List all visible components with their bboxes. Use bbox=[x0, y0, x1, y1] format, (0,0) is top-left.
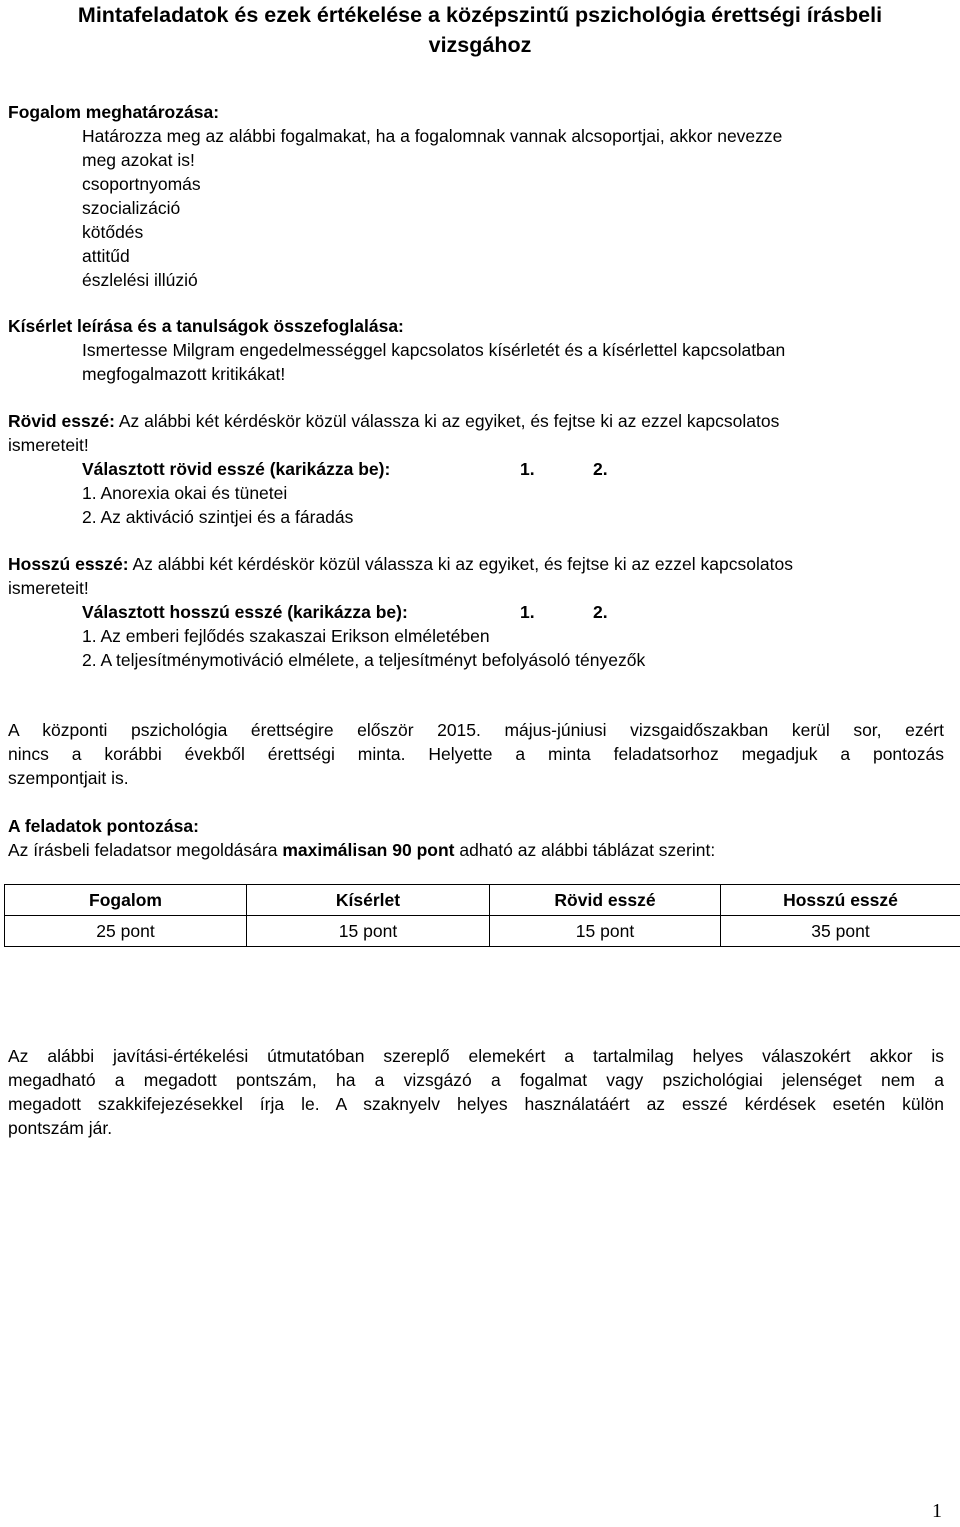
hosszu-essze-topic-2: 2. A teljesítménymotiváció elmélete, a teljesítményt befolyásoló tényezők bbox=[82, 650, 646, 670]
score-table-header-row bbox=[5, 885, 960, 916]
rovid-essze-choice bbox=[82, 457, 682, 481]
rovid-essze-choice-2[interactable]: 2. bbox=[593, 459, 608, 479]
hosszu-essze-text-line-2: ismereteit! bbox=[8, 578, 89, 598]
kiserlet-text-line-1: Ismertesse Milgram engedelmességgel kapcsolatos kísérletét és a kísérlettel kapcsolatban bbox=[82, 340, 786, 360]
rovid-essze-text: Az alábbi két kérdéskör közül válassza ki az egyiket, és fejtse ki az ezzel kapcsolatos bbox=[114, 411, 780, 431]
javitasi-line-2: megadható a megadott pontszám, ha a vizsgázó a fogalmat vagy pszichológiai jelenséget nem a bbox=[8, 1070, 944, 1090]
pontozas-text-a: Az írásbeli feladatsor megoldására bbox=[8, 840, 283, 860]
hosszu-essze-choice-label: Választott hosszú esszé (karikázza be): bbox=[82, 602, 408, 622]
score-table-header: Hosszú esszé bbox=[721, 885, 960, 916]
fogalom-term: kötődés bbox=[82, 222, 144, 242]
rovid-essze-label: Rövid esszé: bbox=[8, 411, 115, 431]
score-table-row bbox=[5, 916, 960, 947]
kiserlet-heading: Kísérlet leírása és a tanulságok összefoglalása: bbox=[8, 316, 404, 336]
kozponti-line-2: nincs a korábbi évekből érettségi minta. Helyette a minta feladatsorhoz megadjuk a pontozás bbox=[8, 744, 944, 764]
score-table bbox=[4, 884, 960, 947]
score-table-cell: 15 pont bbox=[490, 916, 721, 947]
fogalom-term: észlelési illúzió bbox=[82, 270, 198, 290]
fogalom-term: attitűd bbox=[82, 246, 130, 266]
fogalom-term: szocializáció bbox=[82, 198, 181, 218]
rovid-essze-text-line-2: ismereteit! bbox=[8, 435, 89, 455]
score-table-header: Fogalom bbox=[5, 885, 247, 916]
javitasi-line-1: Az alábbi javítási-értékelési útmutatóban szereplő elemekért a tartalmilag helyes válaszokért akkor is bbox=[8, 1046, 944, 1066]
page-title-line-1: Mintafeladatok és ezek értékelése a középszintű pszichológia érettségi írásbeli bbox=[77, 3, 883, 27]
pontozas-90-pont: 90 pont bbox=[392, 840, 455, 860]
fogalom-term: csoportnyomás bbox=[82, 174, 201, 194]
rovid-essze-choice-1[interactable]: 1. bbox=[520, 459, 535, 479]
page-title bbox=[0, 0, 960, 60]
javitasi-line-3: megadott szakkifejezésekkel írja le. A szaknyelv helyes használatáért az esszé kérdések esetén külön bbox=[8, 1094, 944, 1114]
score-table-cell: 35 pont bbox=[721, 916, 960, 947]
hosszu-essze-text: Az alábbi két kérdéskör közül válassza ki az egyiket, és fejtse ki az ezzel kapcsolatos bbox=[128, 554, 793, 574]
pontozas-text-e: adható az alábbi táblázat szerint: bbox=[454, 840, 716, 860]
pontozas-maximalis: maximálisan bbox=[282, 840, 388, 860]
page-number: 1 bbox=[932, 1500, 942, 1522]
rovid-essze-topic-2: 2. Az aktiváció szintjei és a fáradás bbox=[82, 507, 354, 527]
pontozas-text bbox=[8, 838, 715, 862]
score-table-cell: 15 pont bbox=[247, 916, 490, 947]
fogalom-instruction-line-1: Határozza meg az alábbi fogalmakat, ha a fogalomnak vannak alcsoportjai, akkor nevezze bbox=[82, 126, 783, 146]
page-title-line-2: vizsgához bbox=[428, 33, 532, 57]
kozponti-line-1: A központi pszichológia érettségire először 2015. május-júniusi vizsgaidőszakban kerül sor, ezért bbox=[8, 720, 944, 740]
score-table-cell: 25 pont bbox=[5, 916, 247, 947]
hosszu-essze-choice-1[interactable]: 1. bbox=[520, 602, 535, 622]
javitasi-line-4: pontszám jár. bbox=[8, 1118, 113, 1138]
javitasi-paragraph bbox=[8, 1044, 944, 1140]
hosszu-essze-label: Hosszú esszé: bbox=[8, 554, 129, 574]
rovid-essze-topic-1: 1. Anorexia okai és tünetei bbox=[82, 483, 288, 503]
kiserlet-text-line-2: megfogalmazott kritikákat! bbox=[82, 364, 286, 384]
hosszu-essze-topic-1: 1. Az emberi fejlődés szakaszai Erikson elméletében bbox=[82, 626, 490, 646]
score-table-header: Kísérlet bbox=[247, 885, 490, 916]
rovid-essze-choice-label: Választott rövid esszé (karikázza be): bbox=[82, 459, 391, 479]
fogalom-instruction-line-2: meg azokat is! bbox=[82, 150, 195, 170]
kozponti-line-3: szempontjait is. bbox=[8, 768, 129, 788]
hosszu-essze-intro bbox=[8, 552, 793, 576]
kozponti-paragraph bbox=[8, 718, 944, 790]
fogalom-heading: Fogalom meghatározása: bbox=[8, 102, 220, 122]
pontozas-heading: A feladatok pontozása: bbox=[8, 816, 199, 836]
hosszu-essze-choice-2[interactable]: 2. bbox=[593, 602, 608, 622]
rovid-essze-intro bbox=[8, 409, 779, 433]
score-table-header: Rövid esszé bbox=[490, 885, 721, 916]
